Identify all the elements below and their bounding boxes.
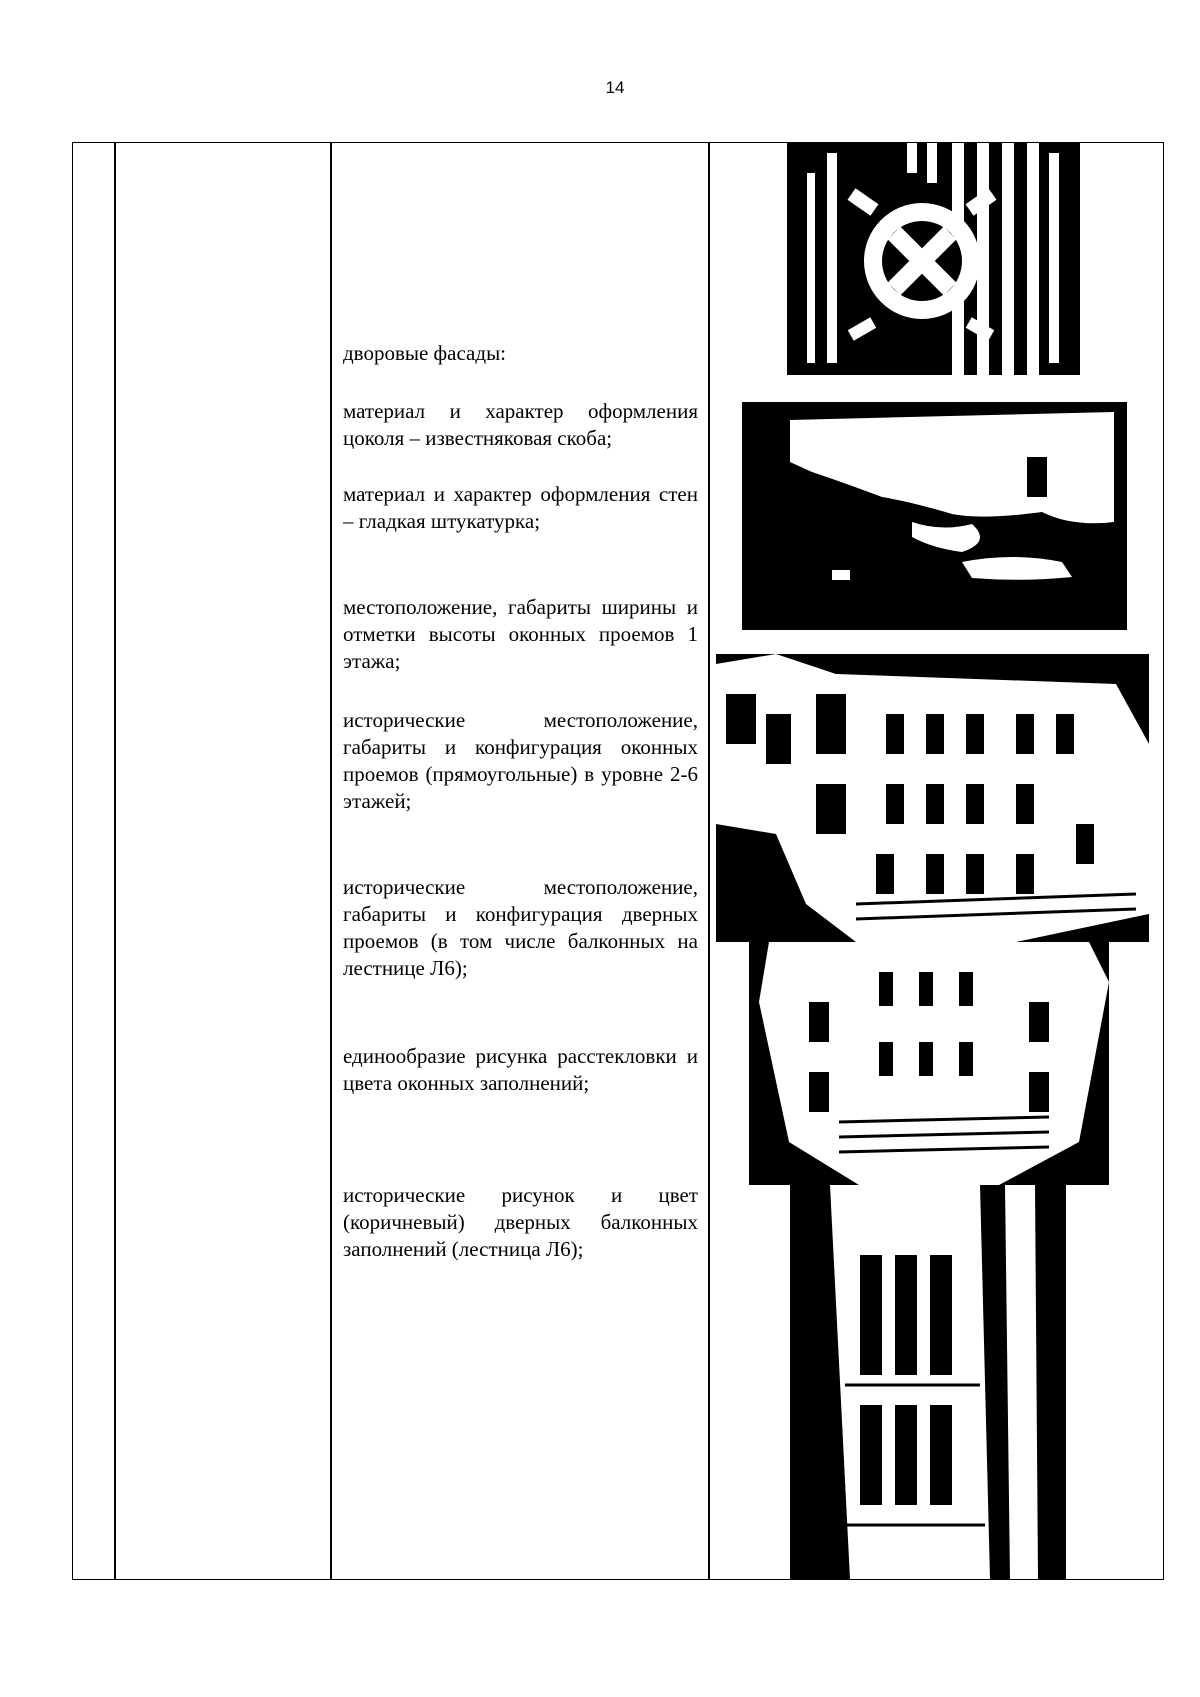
facade-emblem-photo: [787, 143, 1080, 375]
plinth-photo: [742, 402, 1127, 630]
list-item: единообразие рисунка расстекловки и цвета оконных заполнений;: [343, 1044, 698, 1095]
list-item: исторические местоположение, габариты и конфигурация дверных проемов (в том числе балконных на лестнице Л6);: [343, 875, 698, 980]
list-item: материал и характер оформления цоколя – известняковая скоба;: [343, 399, 698, 450]
list-item: материал и характер оформления стен – гладкая штукатурка;: [343, 482, 698, 533]
column-divider-3: [708, 142, 710, 1580]
column-divider-1: [114, 142, 116, 1580]
courtyard-well-photo: [749, 942, 1109, 1185]
list-item: местоположение, габариты ширины и отметки высоты оконных проемов 1 этажа;: [343, 595, 698, 673]
balcony-doors-photo: [790, 1185, 1066, 1579]
section-heading: дворовые фасады:: [343, 341, 507, 365]
column-divider-2: [330, 142, 332, 1580]
page-number: 14: [605, 78, 625, 97]
courtyard-windows-photo: [716, 654, 1149, 942]
list-item: исторические рисунок и цвет (коричневый) дверных балконных заполнений (лестница Л6);: [343, 1183, 698, 1261]
list-item: исторические местоположение, габариты и конфигурация оконных проемов (прямоугольные) в уровне 2-6 этажей;: [343, 708, 698, 813]
